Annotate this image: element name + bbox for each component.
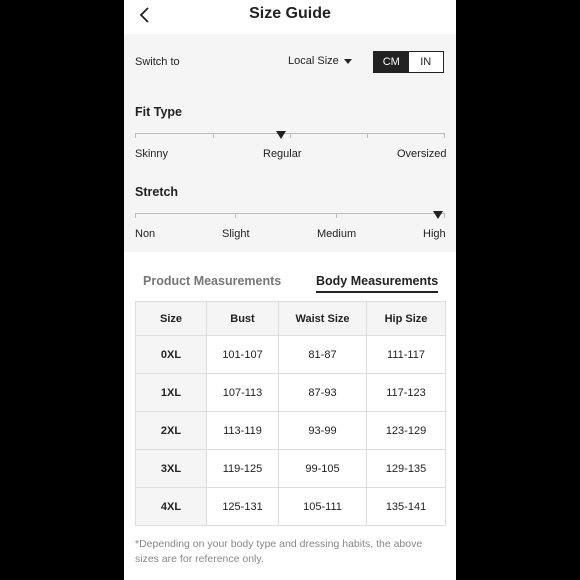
fit-label-skinny: Skinny <box>135 148 169 160</box>
header <box>124 0 456 34</box>
table-header-row <box>136 302 446 336</box>
fit-tick <box>213 133 214 138</box>
unit-switch-row <box>124 34 456 92</box>
table-cell: 3XL <box>136 450 207 488</box>
unit-cm-button[interactable]: CM <box>374 52 409 72</box>
table-row <box>136 336 446 374</box>
table-cell: 1XL <box>136 374 207 412</box>
page-title: Size Guide <box>249 5 331 22</box>
stretch-track <box>135 213 445 214</box>
measurement-tabs <box>124 262 456 294</box>
switch-to-label: Switch to <box>135 56 180 68</box>
local-size-label: Local Size <box>288 55 339 67</box>
size-guide-screen <box>124 0 456 580</box>
fit-type-title: Fit Type <box>135 105 182 119</box>
fit-label-oversized: Oversized <box>397 148 447 160</box>
stretch-tick <box>235 213 236 218</box>
table-cell: 101-107 <box>207 336 279 374</box>
stretch-tick <box>444 213 445 218</box>
stretch-title: Stretch <box>135 185 179 199</box>
size-table <box>135 301 446 526</box>
active-tab-underline <box>316 291 438 293</box>
table-cell: 125-131 <box>207 488 279 526</box>
stretch-tick <box>336 213 337 218</box>
stretch-label-non: Non <box>135 228 156 240</box>
table-cell: 2XL <box>136 412 207 450</box>
fit-tick <box>444 133 445 138</box>
tab-product-measurements[interactable]: Product Measurements <box>143 274 282 288</box>
table-cell: 93-99 <box>279 412 367 450</box>
column-header: Waist Size <box>279 302 367 336</box>
fit-tick <box>290 133 291 138</box>
table-cell: 129-135 <box>367 450 446 488</box>
table-cell: 99-105 <box>279 450 367 488</box>
stretch-label-high: High <box>423 228 446 240</box>
table-cell: 81-87 <box>279 336 367 374</box>
column-header: Bust <box>207 302 279 336</box>
table-cell: 87-93 <box>279 374 367 412</box>
table-cell: 135-141 <box>367 488 446 526</box>
table-cell: 123-129 <box>367 412 446 450</box>
table-row <box>136 412 446 450</box>
stretch-marker-icon[interactable] <box>433 211 443 219</box>
local-size-dropdown[interactable] <box>288 55 352 67</box>
table-row <box>136 488 446 526</box>
table-cell: 117-123 <box>367 374 446 412</box>
unit-toggle <box>373 51 444 73</box>
table-row <box>136 374 446 412</box>
stretch-label-slight: Slight <box>222 228 250 240</box>
fit-tick <box>135 133 136 138</box>
fit-type-track <box>135 133 445 134</box>
stretch-label-medium: Medium <box>317 228 357 240</box>
table-cell: 107-113 <box>207 374 279 412</box>
fit-tick <box>367 133 368 138</box>
stretch-tick <box>135 213 136 218</box>
table-cell: 4XL <box>136 488 207 526</box>
fit-stretch-panel <box>124 92 456 252</box>
column-header: Hip Size <box>367 302 446 336</box>
table-cell: 113-119 <box>207 412 279 450</box>
unit-in-button[interactable]: IN <box>420 56 432 68</box>
table-cell: 105-111 <box>279 488 367 526</box>
caret-down-icon <box>344 59 352 64</box>
table-row <box>136 450 446 488</box>
column-header: Size <box>136 302 207 336</box>
fit-type-marker-icon[interactable] <box>276 131 286 139</box>
table-cell: 0XL <box>136 336 207 374</box>
tab-body-measurements[interactable]: Body Measurements <box>316 274 439 288</box>
footnote: *Depending on your body type and dressing habits, the above sizes are for reference only. <box>135 538 423 565</box>
fit-label-regular: Regular <box>263 148 302 160</box>
table-cell: 111-117 <box>367 336 446 374</box>
table-cell: 119-125 <box>207 450 279 488</box>
